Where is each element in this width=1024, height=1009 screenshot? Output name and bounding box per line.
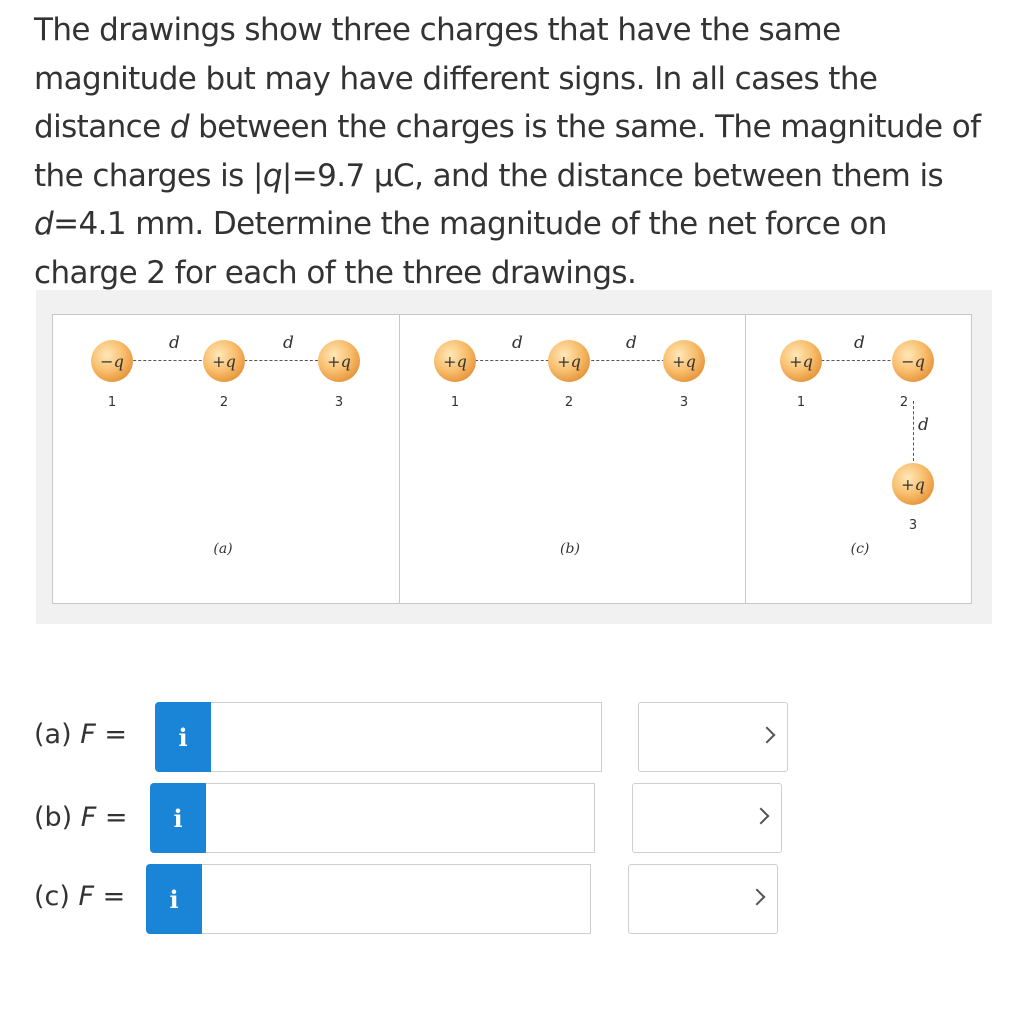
charge-2: +q [548, 340, 590, 382]
panel-caption: (b) [560, 541, 580, 557]
info-button-c[interactable] [146, 864, 202, 934]
charge-1: +q [434, 340, 476, 382]
charge-3: +q [892, 463, 934, 505]
distance-label: d [512, 333, 523, 353]
question-text: The drawings show three charges that have the same magnitude but may have different signs. In all cases the distance d between the charges is the same. The magnitude of the charges is |q|=9.7 μC, and the distance between them is d=4.1 mm. Determine the magnitude of the net force on charge 2 for each of the three drawings. [34, 12, 981, 291]
distance-label: d [626, 333, 637, 353]
charge-number: 2 [564, 395, 574, 410]
panel-a [52, 314, 400, 604]
unit-select-b[interactable] [632, 783, 782, 853]
panel-c [745, 314, 972, 604]
chevron-down-icon [749, 889, 766, 906]
charge-number: 3 [679, 395, 689, 410]
charge-number: 1 [796, 395, 806, 410]
charge-number: 2 [219, 395, 229, 410]
charge-3: +q [663, 340, 705, 382]
info-icon: i [173, 803, 183, 833]
charge-number: 1 [450, 395, 460, 410]
unit-select-a[interactable] [638, 702, 788, 772]
info-button-a[interactable] [155, 702, 211, 772]
answer-label-c: (c) F = [34, 881, 126, 912]
chevron-down-icon [753, 808, 770, 825]
unit-select-c[interactable] [628, 864, 778, 934]
info-button-b[interactable] [150, 783, 206, 853]
charge-number: 3 [334, 395, 344, 410]
answer-label-b: (b) F = [34, 802, 128, 833]
charge-3: +q [318, 340, 360, 382]
info-icon: i [178, 722, 188, 752]
distance-label: d [283, 333, 294, 353]
charges-figure [36, 290, 992, 624]
panel-b [399, 314, 746, 604]
charge-2: −q [892, 340, 934, 382]
info-icon: i [169, 884, 179, 914]
charge-1: +q [780, 340, 822, 382]
chevron-down-icon [759, 727, 776, 744]
charge-number: 2 [899, 395, 909, 410]
charge-number: 1 [107, 395, 117, 410]
charge-2: +q [203, 340, 245, 382]
answer-input-c[interactable] [202, 864, 591, 934]
charge-1: −q [91, 340, 133, 382]
answer-input-a[interactable] [211, 702, 602, 772]
charge-number: 3 [908, 518, 918, 533]
panel-caption: (a) [213, 541, 233, 557]
panel-caption: (c) [850, 541, 870, 557]
distance-label: d [918, 415, 929, 435]
distance-label: d [854, 333, 865, 353]
answer-label-a: (a) F = [34, 719, 127, 750]
distance-line-vertical [913, 401, 914, 461]
distance-label: d [169, 333, 180, 353]
answer-input-b[interactable] [206, 783, 595, 853]
